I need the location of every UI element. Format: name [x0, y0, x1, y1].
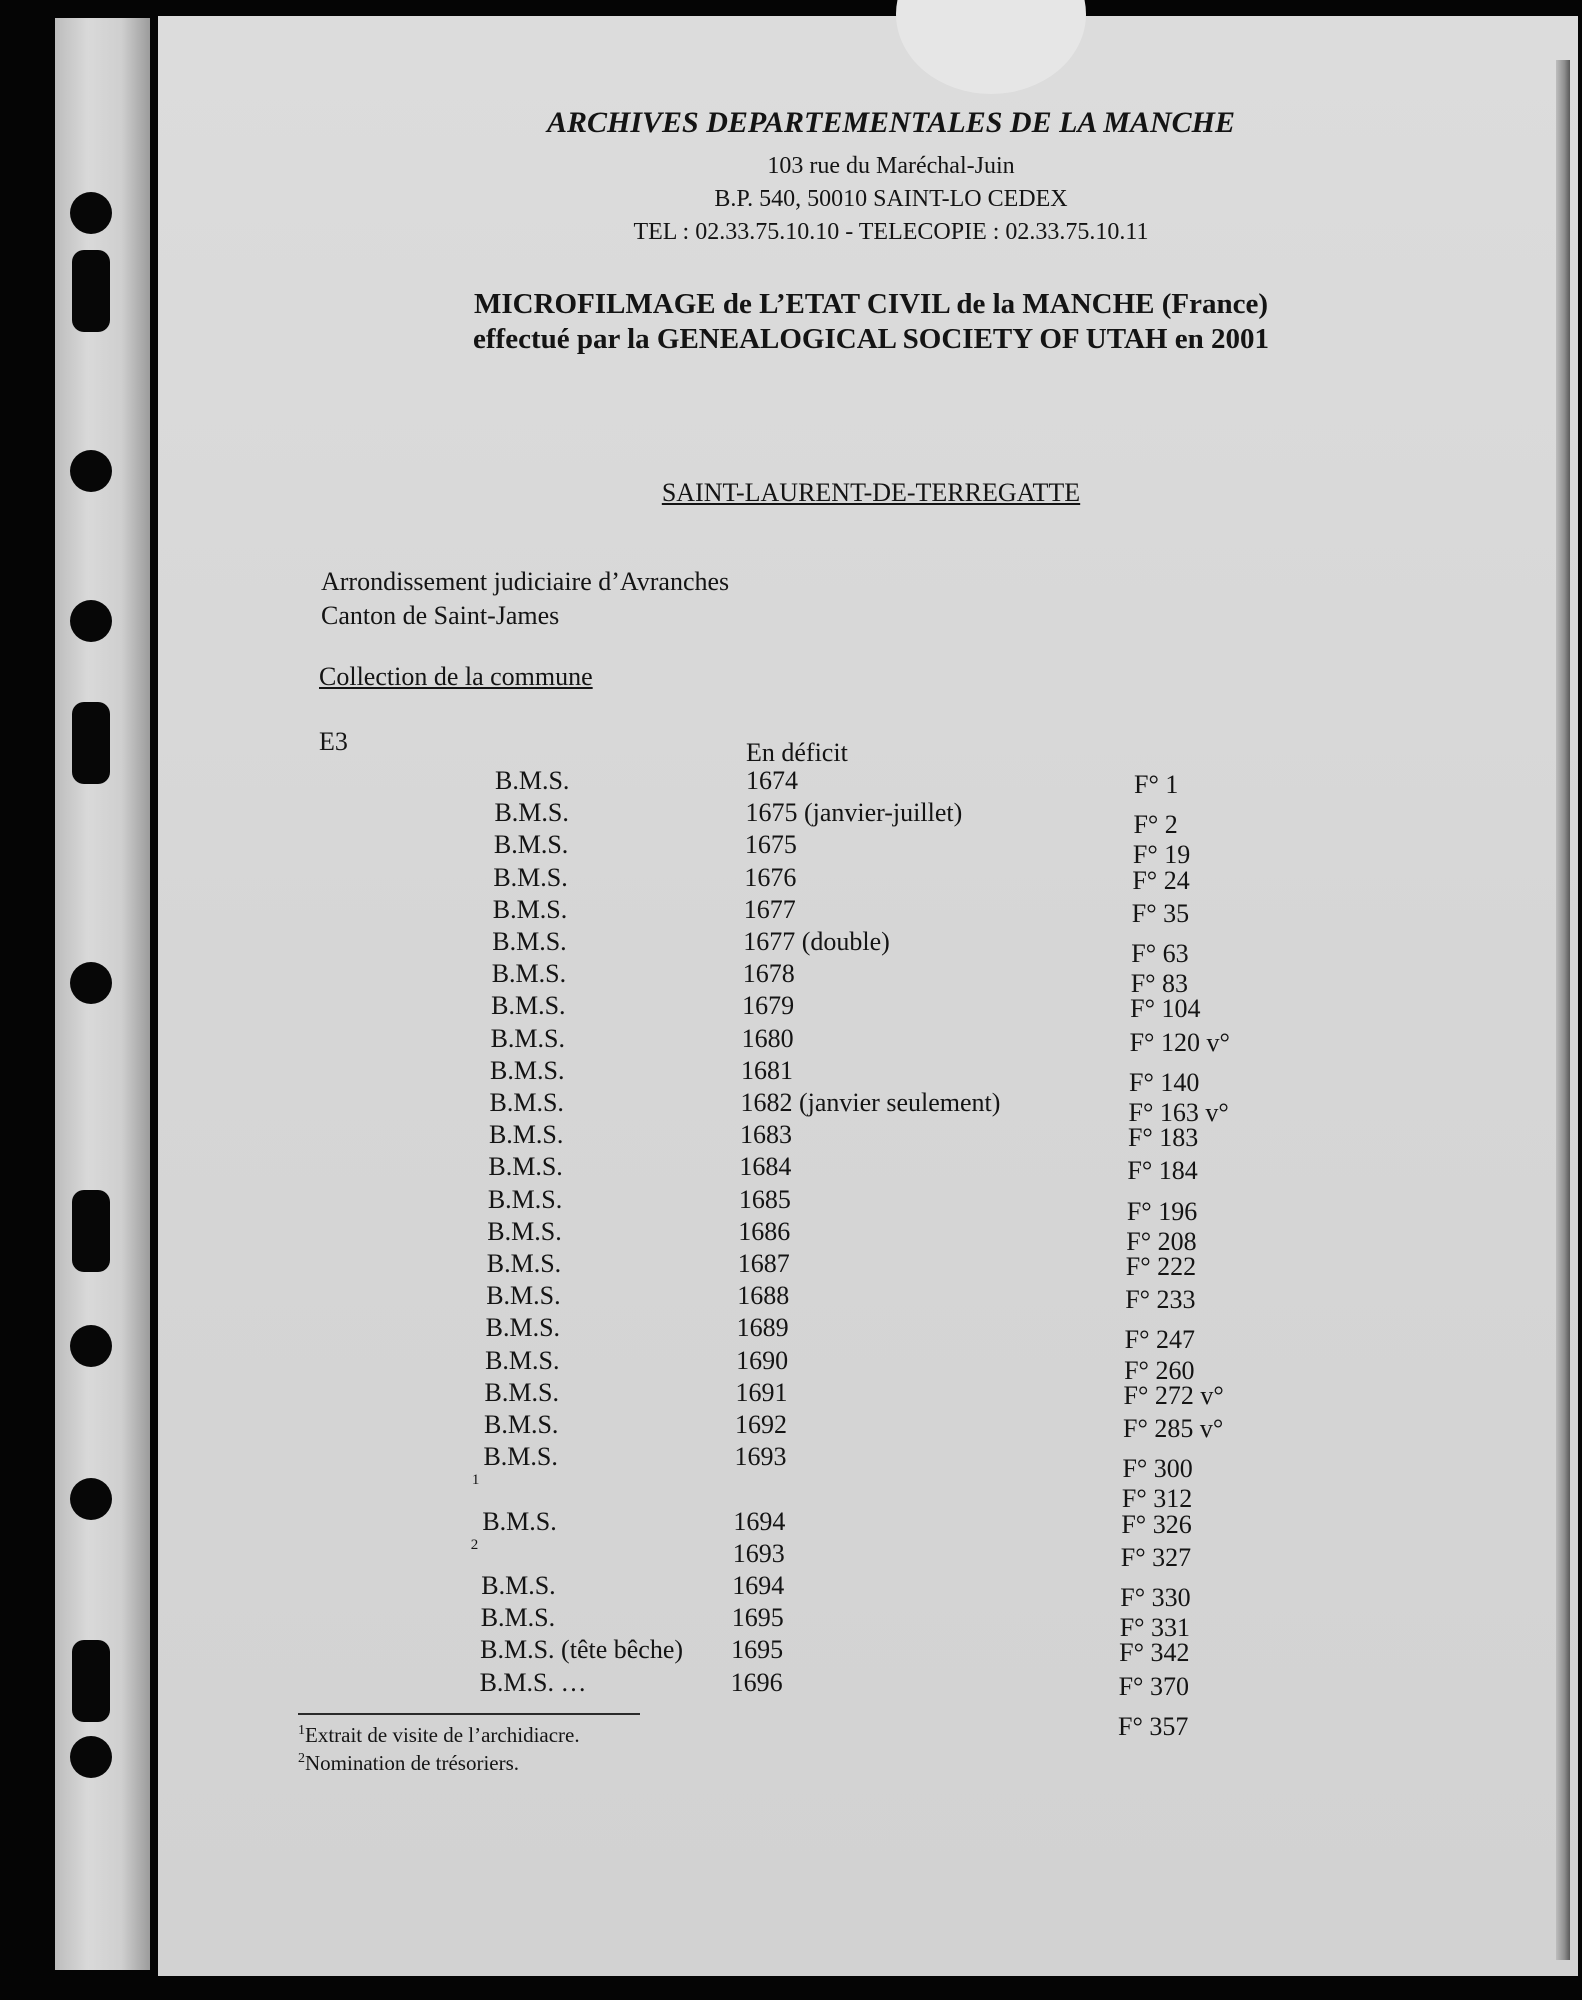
table-row — [0, 830, 1582, 870]
folio: F° 327 — [1120, 1542, 1192, 1572]
contact-line: TEL : 02.33.75.10.10 - TELECOPIE : 02.33.75.10.11 — [633, 219, 1149, 245]
punch-hole — [70, 600, 112, 642]
microfilm-line-2: effectué par la GENEALOGICAL SOCIETY OF UTAH en 2001 — [473, 323, 1269, 355]
canton: Canton de Saint-James — [321, 601, 560, 630]
act-type: B.M.S. — [482, 1506, 557, 1536]
act-type: B.M.S. — [494, 798, 569, 828]
act-type: B.M.S. … — [479, 1667, 587, 1697]
year: 1680 — [741, 1023, 794, 1053]
act-type: B.M.S. — [488, 1152, 563, 1182]
table-row — [0, 1249, 1582, 1281]
year: 1684 — [739, 1152, 792, 1182]
footnote-separator — [298, 1713, 640, 1715]
table-row — [0, 1536, 1582, 1572]
year: 1685 — [738, 1184, 791, 1214]
act-type: B.M.S. — [491, 991, 566, 1021]
year: 1693 — [732, 1538, 785, 1568]
act-type: B.M.S. — [490, 1023, 566, 1053]
folio: F° 233 — [1125, 1285, 1196, 1315]
arrondissement: Arrondissement judiciaire d’Avranches — [321, 567, 730, 596]
folio: F° 247 — [1124, 1325, 1195, 1355]
act-type: B.M.S. — [484, 1410, 559, 1439]
act-type: B.M.S. — [493, 862, 568, 892]
table-row — [0, 959, 1582, 999]
table-row — [0, 1635, 1582, 1667]
punch-hole — [70, 1736, 112, 1778]
folio: F° 300 — [1122, 1454, 1193, 1484]
deficit-label: En déficit — [746, 738, 848, 767]
table-row — [0, 1216, 1582, 1256]
cote: E3 — [319, 727, 348, 756]
table-row — [0, 1571, 1582, 1612]
year: 1686 — [738, 1216, 791, 1246]
table-row — [0, 895, 1582, 927]
folio: F° 208 — [1126, 1226, 1197, 1256]
year: 1682 (janvier seulement) — [740, 1088, 1001, 1117]
institution-title: ARCHIVES DEPARTEMENTALES DE LA MANCHE — [547, 106, 1235, 139]
folio: F° 63 — [1131, 939, 1189, 968]
act-type: B.M.S. — [487, 1216, 562, 1246]
address-line-1: 103 rue du Maréchal-Juin — [767, 153, 1015, 179]
year: 1696 — [730, 1667, 783, 1697]
year: 1681 — [741, 1055, 794, 1085]
address-line-2: B.P. 540, 50010 SAINT-LO CEDEX — [714, 186, 1068, 212]
folio: F° 83 — [1130, 969, 1189, 999]
table-row — [0, 766, 1582, 798]
footnote-marker: 2 — [470, 1536, 479, 1553]
act-type: B.M.S. — [481, 1571, 556, 1600]
act-type: B.M.S. — [485, 1313, 561, 1343]
table-row — [0, 863, 1582, 895]
act-type: B.M.S. — [485, 1345, 560, 1375]
folio: F° 2 — [1133, 810, 1178, 840]
act-type: B.M.S. — [484, 1377, 559, 1407]
folio: F° 140 — [1129, 1067, 1200, 1097]
act-type: B.M.S. — [495, 766, 570, 795]
year: 1689 — [736, 1313, 789, 1343]
year: 1676 — [744, 862, 797, 892]
table-row — [0, 927, 1582, 968]
act-type: B.M.S. — [490, 1055, 565, 1085]
table-row — [0, 1378, 1582, 1410]
act-type: B.M.S. — [492, 927, 567, 956]
table-row — [0, 1152, 1582, 1184]
year: 1675 (janvier-juillet) — [745, 798, 963, 828]
collection-heading: Collection de la commune — [319, 662, 593, 691]
year: 1678 — [742, 959, 795, 989]
commune-name: SAINT-LAURENT-DE-TERREGATTE — [661, 478, 1081, 507]
folio: F° 1 — [1134, 770, 1179, 799]
table-row — [0, 1345, 1582, 1385]
folio: F° 330 — [1120, 1583, 1191, 1612]
year: 1688 — [737, 1281, 790, 1311]
folio: F° 326 — [1121, 1509, 1192, 1539]
folio: F° 342 — [1119, 1638, 1190, 1668]
table-row — [0, 1507, 1582, 1539]
microfilm-line-1: MICROFILMAGE de L’ETAT CIVIL de la MANCHE (France) — [473, 288, 1269, 320]
year: 1693 — [734, 1442, 787, 1472]
table-row — [0, 1313, 1582, 1355]
table-row — [0, 798, 1582, 840]
year: 1687 — [737, 1249, 790, 1278]
footnote-text: Extrait de visite de l’archidiacre. — [305, 1723, 580, 1747]
act-type: B.M.S. — [483, 1442, 558, 1472]
act-type: B.M.S. — [488, 1120, 564, 1150]
year: 1692 — [735, 1410, 787, 1439]
year: 1677 — [743, 894, 796, 924]
folio: F° 24 — [1132, 865, 1190, 895]
sleeve-notch — [896, 0, 1086, 94]
table-row — [0, 1603, 1582, 1643]
folio: F° 104 — [1130, 994, 1201, 1024]
footnote-1 — [298, 1723, 580, 1748]
table-row — [0, 1410, 1582, 1442]
year: 1695 — [731, 1603, 784, 1633]
act-type: B.M.S. — [493, 830, 569, 860]
footnote-number: 1 — [298, 1723, 305, 1738]
folio: F° 222 — [1125, 1252, 1197, 1281]
year: 1679 — [742, 991, 795, 1021]
folio: F° 312 — [1121, 1484, 1193, 1514]
footnote-number: 2 — [298, 1751, 305, 1766]
table-row — [0, 1055, 1582, 1097]
footnote-2 — [298, 1751, 519, 1776]
year: 1691 — [735, 1377, 788, 1407]
year: 1694 — [733, 1506, 786, 1536]
folio: F° 196 — [1126, 1196, 1198, 1226]
act-type: B.M.S. — [487, 1184, 563, 1214]
folio: F° 163 v° — [1128, 1098, 1229, 1127]
folio: F° 260 — [1124, 1355, 1195, 1385]
act-type: B.M.S. — [486, 1281, 561, 1311]
footnote-text: Nomination de trésoriers. — [305, 1751, 520, 1775]
act-type: B.M.S. — [491, 959, 567, 989]
act-type: B.M.S. (tête bêche) — [480, 1635, 684, 1665]
table-row — [0, 1184, 1582, 1226]
footnote-marker: 1 — [471, 1472, 480, 1489]
year: 1690 — [736, 1345, 789, 1375]
year: 1674 — [746, 766, 798, 795]
act-type: B.M.S. — [492, 894, 568, 924]
table-row — [0, 1120, 1582, 1152]
year: 1677 (double) — [743, 927, 890, 956]
table-row — [0, 1668, 1582, 1700]
act-type: B.M.S. — [486, 1249, 562, 1278]
act-type: B.M.S. — [480, 1603, 556, 1633]
folio: F° 285 v° — [1123, 1414, 1224, 1443]
table-row — [0, 991, 1582, 1023]
folio: F° 120 v° — [1129, 1027, 1230, 1057]
table-row — [0, 1472, 1582, 1514]
year: 1694 — [732, 1571, 785, 1600]
table-row — [0, 1024, 1582, 1056]
year: 1675 — [744, 830, 797, 860]
table-row — [0, 1442, 1582, 1484]
folio: F° 370 — [1118, 1671, 1189, 1701]
folio: F° 19 — [1132, 840, 1191, 870]
folio: F° 184 — [1127, 1156, 1198, 1186]
folio: F° 357 — [1118, 1711, 1189, 1741]
folio: F° 183 — [1127, 1123, 1199, 1153]
table-row — [0, 1281, 1582, 1313]
folio: F° 35 — [1131, 898, 1190, 928]
year: 1695 — [731, 1635, 784, 1665]
year: 1683 — [739, 1120, 792, 1150]
act-type: B.M.S. — [489, 1088, 564, 1117]
folio: F° 331 — [1119, 1613, 1191, 1643]
folio: F° 272 v° — [1123, 1380, 1224, 1410]
table-row — [0, 1088, 1582, 1127]
